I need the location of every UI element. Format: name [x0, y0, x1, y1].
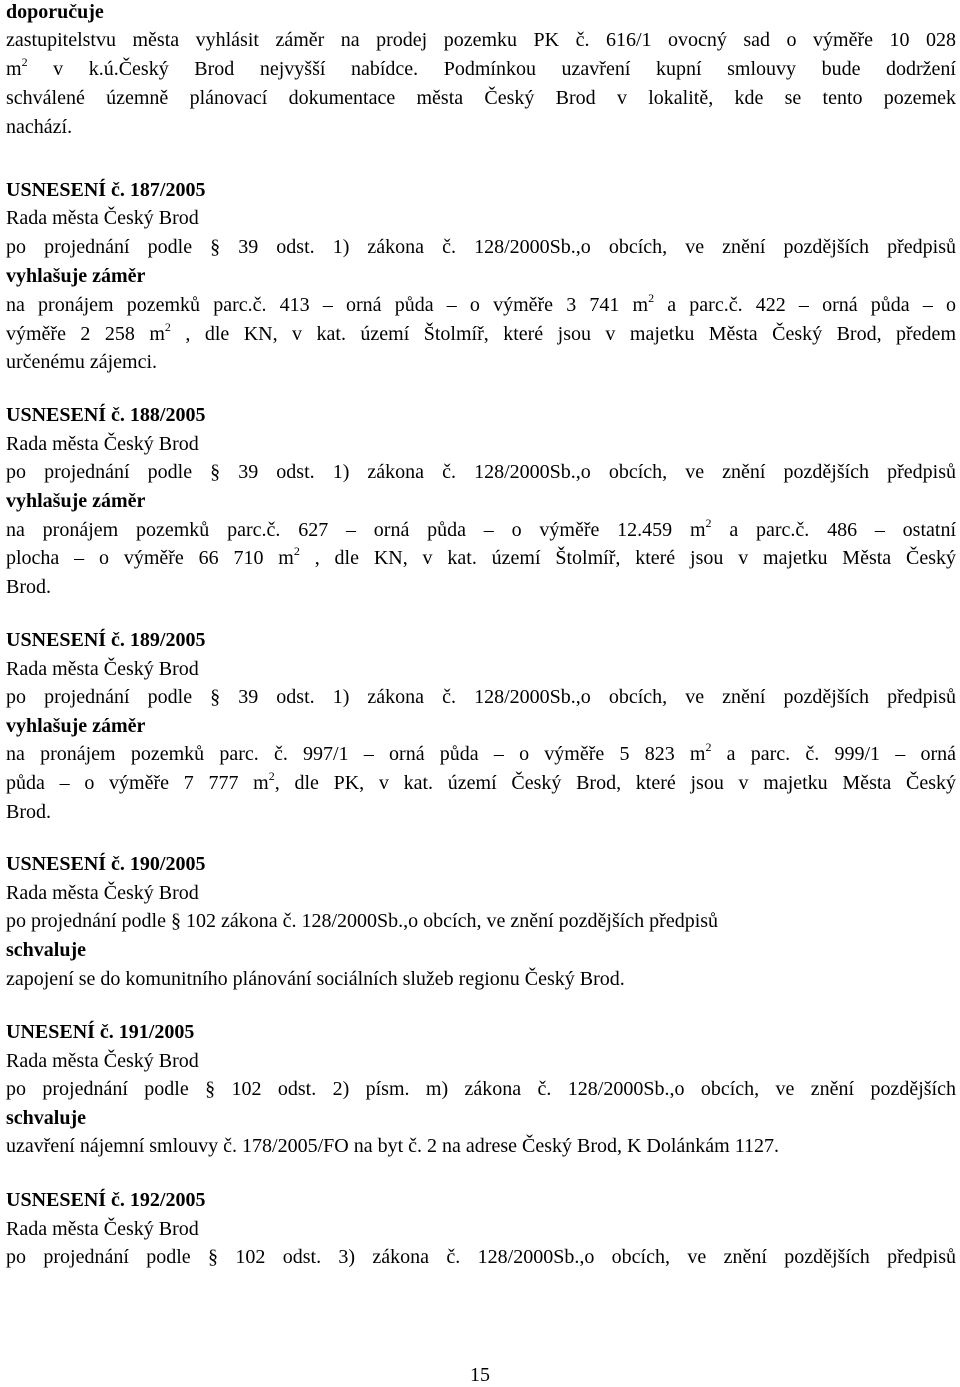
resolution-legal-basis: po projednání podle § 39 odst. 1) zákona č. 128/2000Sb.,o obcích, ve znění pozdějších předpisů	[6, 686, 956, 708]
intro-text-line: nachází.	[6, 116, 73, 138]
resolution-action: vyhlašuje záměr	[6, 265, 146, 287]
intro-heading: doporučuje	[6, 1, 104, 23]
resolution-text-line: uzavření nájemní smlouvy č. 178/2005/FO na byt č. 2 na adrese Český Brod, K Dolánkám 1127.	[6, 1135, 779, 1157]
resolution-title: USNESENÍ č. 187/2005	[6, 179, 206, 201]
resolution-legal-basis: po projednání podle § 102 odst. 2) písm. m) zákona č. 128/2000Sb.,o obcích, ve znění pozdějších	[6, 1078, 956, 1100]
resolution-body: Rada města Český Brod	[6, 1050, 199, 1072]
resolution-text-line: Brod.	[6, 801, 51, 823]
intro-text-line: $m^2$ v k.ú.Český Brod nejvyšší nabídce. Podmínkou uzavření kupní smlouvy bude dodržení	[6, 55, 956, 80]
page-number: 15	[470, 1364, 490, 1386]
resolution-text-line: plocha – o výměře 66 710 $m^2$ , dle KN, v kat. území Štolmíř, které jsou v majetku Města Český	[6, 544, 957, 569]
resolution-body: Rada města Český Brod	[6, 1218, 199, 1240]
resolution-text-line: na pronájem pozemků parc. č. 997/1 – orná půda – o výměře 5 823 $m^2$ a parc. č. 999/1 – orná	[6, 740, 956, 765]
resolution-action: vyhlašuje záměr	[6, 490, 146, 512]
resolution-text-line: výměře 2 258 $m^2$ , dle KN, v kat. území Štolmíř, které jsou v majetku Města Český Brod, předem	[6, 320, 956, 345]
resolution-legal-basis: po projednání podle § 102 zákona č. 128/2000Sb.,o obcích, ve znění pozdějších předpisů	[6, 910, 719, 932]
resolution-title: USNESENÍ č. 189/2005	[6, 629, 206, 651]
intro-text-line: schválené územně plánovací dokumentace města Český Brod v lokalitě, kde se tento pozemek	[6, 87, 956, 109]
resolution-body: Rada města Český Brod	[6, 658, 199, 680]
resolution-title: USNESENÍ č. 190/2005	[6, 853, 206, 875]
resolution-text-line: určenému zájemci.	[6, 351, 158, 373]
resolution-action: schvaluje	[6, 939, 86, 961]
resolution-text-line: zapojení se do komunitního plánování sociálních služeb regionu Český Brod.	[6, 968, 625, 990]
resolution-legal-basis: po projednání podle § 39 odst. 1) zákona č. 128/2000Sb.,o obcích, ve znění pozdějších předpisů	[6, 236, 956, 258]
resolution-title: USNESENÍ č. 188/2005	[6, 404, 206, 426]
intro-text-line: zastupitelstvu města vyhlásit záměr na prodej pozemku PK č. 616/1 ovocný sad o výměře 10 028	[6, 29, 956, 51]
resolution-title: UNESENÍ č. 191/2005	[6, 1021, 195, 1043]
resolution-legal-basis: po projednání podle § 102 odst. 3) zákona č. 128/2000Sb.,o obcích, ve znění pozdějších předpisů	[6, 1246, 956, 1268]
resolution-body: Rada města Český Brod	[6, 433, 199, 455]
resolution-title: USNESENÍ č. 192/2005	[6, 1189, 206, 1211]
resolution-text-line: na pronájem pozemků parc.č. 627 – orná půda – o výměře 12.459 $m^2$ a parc.č. 486 – ostatní	[6, 516, 956, 541]
resolution-text-line: na pronájem pozemků parc.č. 413 – orná půda – o výměře 3 741 $m^2$ a parc.č. 422 – orná půda – o	[6, 291, 956, 316]
resolution-legal-basis: po projednání podle § 39 odst. 1) zákona č. 128/2000Sb.,o obcích, ve znění pozdějších předpisů	[6, 461, 956, 483]
resolution-text-line: Brod.	[6, 576, 51, 598]
resolution-action: vyhlašuje záměr	[6, 715, 146, 737]
resolution-body: Rada města Český Brod	[6, 882, 199, 904]
resolution-action: schvaluje	[6, 1107, 86, 1129]
resolution-text-line: půda – o výměře 7 777 $m^2$, dle PK, v kat. území Český Brod, které jsou v majetku Města Český	[6, 769, 957, 794]
resolution-body: Rada města Český Brod	[6, 207, 199, 229]
